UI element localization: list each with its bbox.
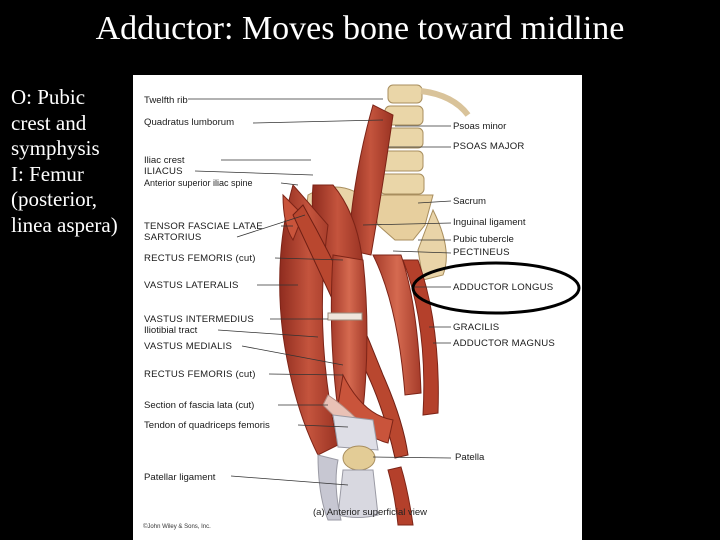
label-pectineus: PECTINEUS bbox=[453, 247, 510, 258]
label-patellar-ligament: Patellar ligament bbox=[144, 472, 216, 483]
label-fascia-lata: Section of fascia lata (cut) bbox=[144, 400, 255, 411]
label-tensor-fasciae-latae: TENSOR FASCIAE LATAE bbox=[144, 221, 263, 232]
note-line: linea aspera) bbox=[11, 212, 118, 237]
label-quadriceps-tendon: Tendon of quadriceps femoris bbox=[144, 420, 270, 431]
label-adductor-magnus: ADDUCTOR MAGNUS bbox=[453, 338, 555, 349]
label-pubic-tubercle: Pubic tubercle bbox=[453, 234, 514, 245]
cut-section bbox=[328, 313, 362, 320]
label-vastus-lateralis: VASTUS LATERALIS bbox=[144, 280, 239, 291]
label-iliacus: ILIACUS bbox=[144, 166, 183, 177]
label-twelfth-rib: Twelfth rib bbox=[144, 95, 188, 106]
origin-insertion-notes bbox=[11, 85, 136, 238]
note-line: symphysis bbox=[11, 136, 100, 160]
note-line: (posterior, bbox=[11, 187, 98, 211]
note-line: O: Pubic bbox=[11, 85, 86, 109]
slide-title: Adductor: Moves bone toward midline bbox=[95, 10, 625, 47]
label-rectus-femoris-upper: RECTUS FEMORIS (cut) bbox=[144, 253, 256, 264]
label-patella: Patella bbox=[455, 452, 485, 463]
label-psoas-minor: Psoas minor bbox=[453, 121, 507, 132]
patella bbox=[343, 446, 375, 470]
label-vastus-intermedius: VASTUS INTERMEDIUS bbox=[144, 314, 255, 325]
label-asis: Anterior superior iliac spine bbox=[144, 178, 253, 188]
label-quadratus-lumborum: Quadratus lumborum bbox=[144, 117, 235, 128]
note-line: crest and bbox=[11, 110, 87, 135]
label-iliac-crest: Iliac crest bbox=[144, 155, 185, 166]
quadriceps-tendon bbox=[333, 415, 378, 450]
label-psoas-major: PSOAS MAJOR bbox=[453, 141, 525, 152]
note-line: I: Femur bbox=[11, 161, 84, 186]
vertebral-column bbox=[380, 85, 468, 194]
copyright-notice: ©John Wiley & Sons, Inc. bbox=[143, 524, 211, 530]
label-rectus-femoris-lower: RECTUS FEMORIS (cut) bbox=[144, 369, 256, 380]
label-adductor-longus: ADDUCTOR LONGUS bbox=[453, 282, 554, 293]
label-iliotibial-tract: Iliotibial tract bbox=[144, 325, 198, 336]
label-inguinal-ligament: Inguinal ligament bbox=[453, 217, 526, 228]
label-sacrum: Sacrum bbox=[453, 196, 487, 207]
thigh-muscle-illustration bbox=[133, 75, 582, 540]
label-sartorius: SARTORIUS bbox=[144, 232, 202, 243]
figure-caption: (a) Anterior superficial view bbox=[313, 507, 428, 518]
label-vastus-medialis: VASTUS MEDIALIS bbox=[144, 341, 233, 352]
label-gracilis: GRACILIS bbox=[453, 322, 500, 333]
